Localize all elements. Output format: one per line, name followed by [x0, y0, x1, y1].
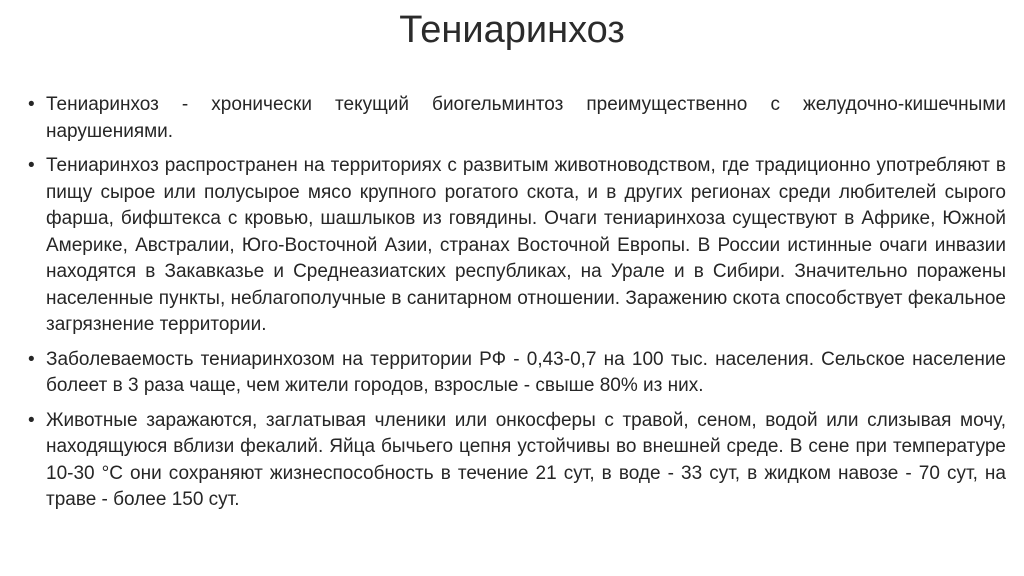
bullet-list — [28, 92, 1006, 522]
bullet-text: Заболеваемость тениаринхозом на территории РФ - 0,43-0,7 на 100 тыс. населения. Сельское население болеет в 3 раза чаще, чем жители городов, взрослые - свыше 80% из них. — [46, 348, 1006, 396]
bullet-item-transmission — [28, 408, 1006, 514]
bullet-text: Тениаринхоз - хронически текущий биогельминтоз преимущественно с желудочно-кишечными нарушениями. — [46, 94, 1006, 142]
bullet-text: Тениаринхоз распространен на территориях с развитым животноводством, где традиционно употребляют в пищу сырое или полусырое мясо крупного рогатого скота, и в других регионах среди любителей сырого фарша, бифштекса с кровью, шашлыков из говядины. Очаги тениаринхоза существуют в Африке, Южной Америке, Австралии, Юго-Восточной Азии, странах Восточной Европы. В России истинные очаги инвазии находятся в Закавказье и Среднеазиатских республиках, на Урале и в Сибири. Значительно поражены населенные пункты, неблагополучные в санитарном отношении. Заражению скота способствует фекальное загрязнение территории. — [46, 155, 1006, 335]
bullet-item-definition — [28, 92, 1006, 145]
bullet-icon: • — [28, 348, 35, 370]
slide-title: Тениаринхоз — [399, 9, 625, 51]
bullet-item-distribution — [28, 153, 1006, 339]
bullet-text: Животные заражаются, заглатывая членики или онкосферы с травой, сеном, водой или слизывая мочу, находящуюся вблизи фекалий. Яйца бычьего цепня устойчивы во внешней среде. В сене при температуре 10-30 °С они сохраняют жизнеспособность в течение 21 сут, в воде - 33 сут, в жидком навозе - 70 сут, на траве - более 150 сут. — [46, 409, 1006, 510]
bullet-icon: • — [28, 409, 35, 431]
bullet-item-incidence — [28, 347, 1006, 400]
bullet-icon: • — [28, 155, 35, 176]
bullet-icon: • — [28, 94, 35, 115]
